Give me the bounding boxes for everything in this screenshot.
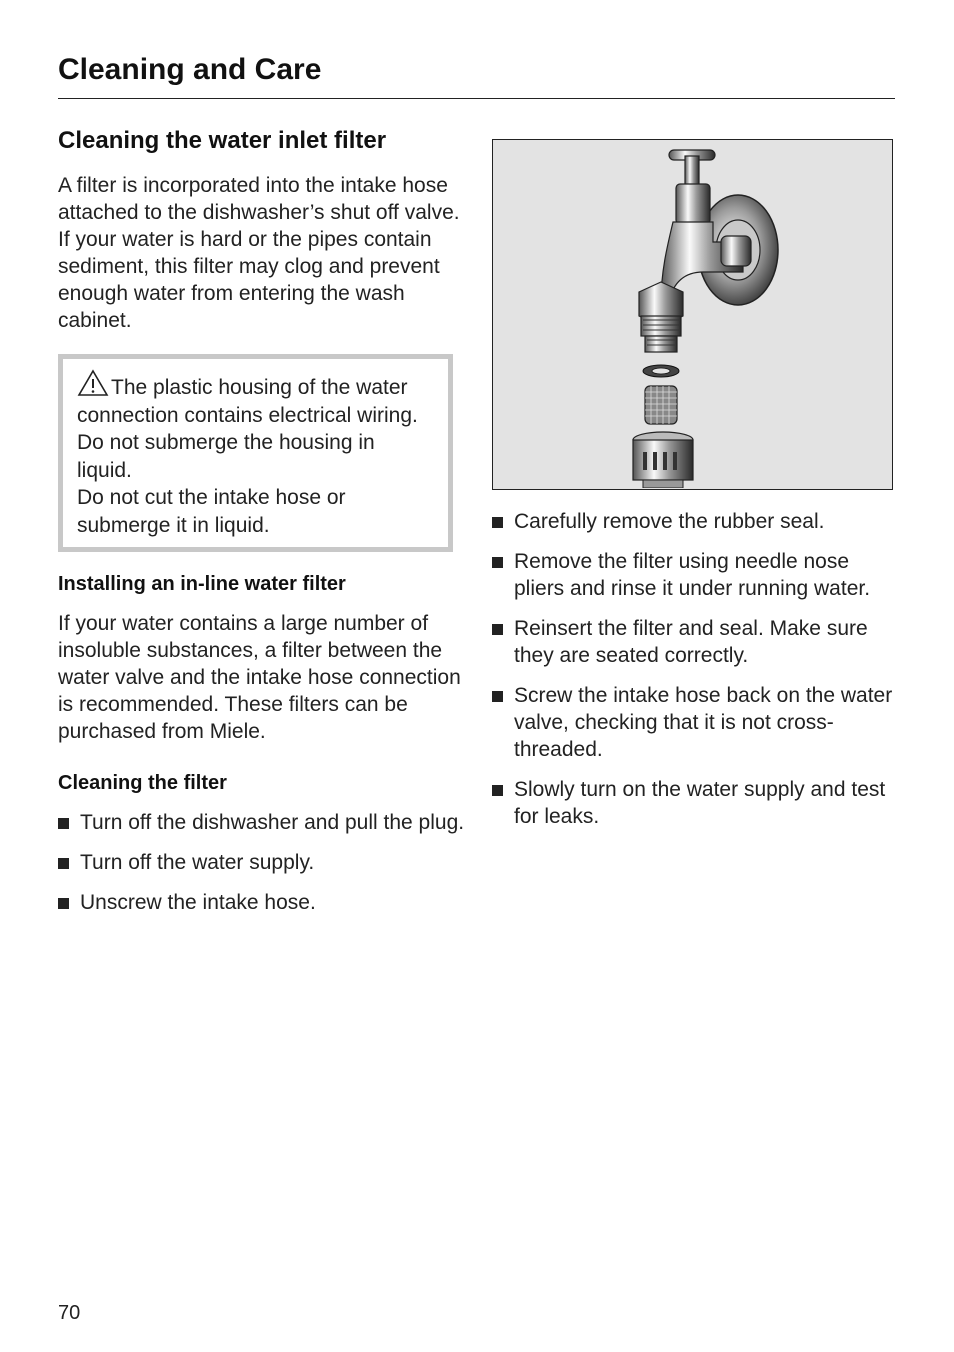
- step-text: Reinsert the filter and seal. Make sure they are seated correctly.: [514, 617, 868, 667]
- inline-filter-text: If your water contains a large number of insoluble substances, a filter between the water valve and the intake hose connection is recommended. These filters can be purchased from Miele.: [58, 612, 461, 743]
- cleaning-steps-list: [58, 809, 468, 916]
- page-title: Cleaning and Care: [58, 50, 895, 99]
- right-steps-list: [492, 508, 897, 830]
- intro-paragraph: A filter is incorporated into the intake hose attached to the dishwasher’s shut off valve. If your water is hard or the pipes contain sediment, this filter may clog and prevent enough water from entering the wash cabinet.: [58, 174, 460, 332]
- warning-text-1: The plastic housing of the water connection contains electrical wiring. Do not submerge the housing in liquid.: [77, 376, 418, 482]
- list-item: [58, 889, 468, 916]
- list-item: [58, 849, 468, 876]
- bullet-square-icon: [58, 858, 69, 869]
- bullet-square-icon: [58, 818, 69, 829]
- list-item: [492, 682, 897, 763]
- tap-drawing: [493, 140, 891, 488]
- bullet-square-icon: [492, 691, 503, 702]
- right-column: [492, 139, 897, 843]
- warning-line-2: Do not cut the intake hose or submerge it in liquid.: [77, 486, 346, 537]
- left-column: [58, 124, 468, 929]
- step-text: Carefully remove the rubber seal.: [514, 510, 825, 533]
- step-text: Turn off the water supply.: [80, 851, 315, 874]
- cleaning-filter-heading: Cleaning the filter: [58, 772, 227, 794]
- list-item: [492, 776, 897, 830]
- warning-box: [58, 354, 453, 552]
- warning-line-1: [77, 369, 434, 484]
- step-text: Unscrew the intake hose.: [80, 891, 316, 914]
- water-tap-filter-illustration: [492, 139, 893, 490]
- list-item: [58, 809, 468, 836]
- warning-triangle-icon: [77, 369, 109, 397]
- step-text: Turn off the dishwasher and pull the plug.: [80, 811, 465, 834]
- section-heading: Cleaning the water inlet filter: [58, 127, 387, 154]
- bullet-square-icon: [492, 785, 503, 796]
- inline-filter-heading: Installing an in-line water filter: [58, 573, 346, 595]
- bullet-square-icon: [492, 624, 503, 635]
- bullet-square-icon: [58, 898, 69, 909]
- step-text: Remove the filter using needle nose pliers and rinse it under running water.: [514, 550, 871, 600]
- bullet-square-icon: [492, 557, 503, 568]
- page-number: 70: [58, 1302, 81, 1324]
- step-text: Slowly turn on the water supply and test for leaks.: [514, 778, 886, 828]
- bullet-square-icon: [492, 517, 503, 528]
- list-item: [492, 508, 897, 535]
- list-item: [492, 548, 897, 602]
- step-text: Screw the intake hose back on the water valve, checking that it is not cross-threaded.: [514, 684, 893, 761]
- list-item: [492, 615, 897, 669]
